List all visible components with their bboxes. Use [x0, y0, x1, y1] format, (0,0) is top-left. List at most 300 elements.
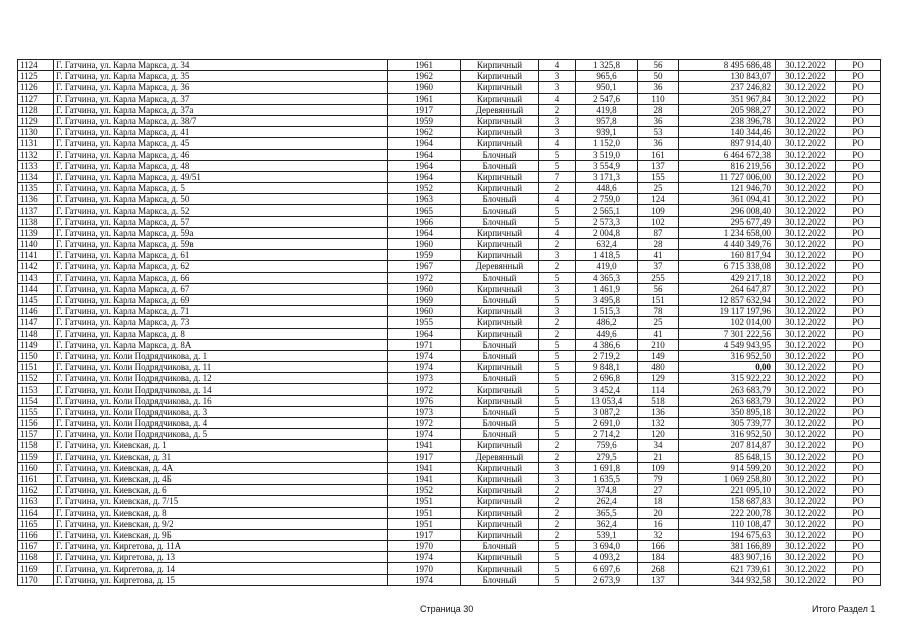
area-cell: 1 635,5: [576, 473, 638, 484]
table-row: [18, 306, 881, 317]
wall-material-cell: Кирпичный: [461, 552, 539, 563]
method-cell: РО: [836, 373, 881, 384]
area-cell: 1 418,5: [576, 250, 638, 261]
wall-material-cell: Блочный: [461, 574, 539, 585]
wall-material-cell: Блочный: [461, 216, 539, 227]
cost-cell: 263 683,79: [679, 395, 776, 406]
year-cell: 1960: [388, 283, 461, 294]
date-cell: 30.12.2022: [776, 205, 836, 216]
floors-cell: 3: [539, 473, 576, 484]
apartments-cell: 27: [638, 485, 679, 496]
address-cell: Г. Гатчина, ул. Карла Маркса, д. 5: [54, 183, 388, 194]
method-cell: РО: [836, 294, 881, 305]
table-row: [18, 373, 881, 384]
row-number-cell: 1148: [18, 328, 54, 339]
table-row: [18, 518, 881, 529]
address-cell: Г. Гатчина, ул. Карла Маркса, д. 67: [54, 283, 388, 294]
floors-cell: 4: [539, 60, 576, 71]
row-number-cell: 1127: [18, 93, 54, 104]
apartments-cell: 53: [638, 127, 679, 138]
floors-cell: 3: [539, 306, 576, 317]
address-cell: Г. Гатчина, ул. Карла Маркса, д. 34: [54, 60, 388, 71]
wall-material-cell: Блочный: [461, 149, 539, 160]
address-cell: Г. Гатчина, ул. Коли Подрядчикова, д. 11: [54, 362, 388, 373]
date-cell: 30.12.2022: [776, 563, 836, 574]
row-number-cell: 1157: [18, 429, 54, 440]
address-cell: Г. Гатчина, ул. Карла Маркса, д. 52: [54, 205, 388, 216]
cost-cell: 816 219,56: [679, 160, 776, 171]
year-cell: 1964: [388, 149, 461, 160]
table-row: [18, 339, 881, 350]
area-cell: 1 152,0: [576, 138, 638, 149]
year-cell: 1951: [388, 507, 461, 518]
year-cell: 1970: [388, 541, 461, 552]
year-cell: 1969: [388, 294, 461, 305]
date-cell: 30.12.2022: [776, 518, 836, 529]
row-number-cell: 1137: [18, 205, 54, 216]
row-number-cell: 1131: [18, 138, 54, 149]
date-cell: 30.12.2022: [776, 82, 836, 93]
table-row: [18, 216, 881, 227]
date-cell: 30.12.2022: [776, 115, 836, 126]
date-cell: 30.12.2022: [776, 350, 836, 361]
cost-cell: 207 814,87: [679, 440, 776, 451]
address-cell: Г. Гатчина, ул. Коли Подрядчикова, д. 14: [54, 384, 388, 395]
wall-material-cell: Блочный: [461, 406, 539, 417]
date-cell: 30.12.2022: [776, 160, 836, 171]
table-row: [18, 529, 881, 540]
cost-cell: 221 095,10: [679, 485, 776, 496]
row-number-cell: 1170: [18, 574, 54, 585]
year-cell: 1973: [388, 406, 461, 417]
date-cell: 30.12.2022: [776, 552, 836, 563]
year-cell: 1960: [388, 239, 461, 250]
area-cell: 419,8: [576, 104, 638, 115]
wall-material-cell: Кирпичный: [461, 529, 539, 540]
floors-cell: 4: [539, 227, 576, 238]
floors-cell: 3: [539, 250, 576, 261]
area-cell: 9 848,1: [576, 362, 638, 373]
area-cell: 3 495,8: [576, 294, 638, 305]
method-cell: РО: [836, 216, 881, 227]
method-cell: РО: [836, 205, 881, 216]
wall-material-cell: Блочный: [461, 541, 539, 552]
date-cell: 30.12.2022: [776, 373, 836, 384]
floors-cell: 5: [539, 339, 576, 350]
year-cell: 1952: [388, 183, 461, 194]
year-cell: 1974: [388, 350, 461, 361]
address-cell: Г. Гатчина, ул. Киевская, д. 31: [54, 451, 388, 462]
area-cell: 2 565,1: [576, 205, 638, 216]
area-cell: 2 547,6: [576, 93, 638, 104]
row-number-cell: 1141: [18, 250, 54, 261]
table-row: [18, 350, 881, 361]
apartments-cell: 151: [638, 294, 679, 305]
area-cell: 4 093,2: [576, 552, 638, 563]
wall-material-cell: Кирпичный: [461, 362, 539, 373]
apartments-cell: 56: [638, 283, 679, 294]
year-cell: 1964: [388, 227, 461, 238]
row-number-cell: 1124: [18, 60, 54, 71]
apartments-cell: 32: [638, 529, 679, 540]
row-number-cell: 1150: [18, 350, 54, 361]
area-cell: 957,8: [576, 115, 638, 126]
floors-cell: 4: [539, 93, 576, 104]
area-cell: 2 714,2: [576, 429, 638, 440]
date-cell: 30.12.2022: [776, 93, 836, 104]
area-cell: 3 519,0: [576, 149, 638, 160]
table-row: [18, 462, 881, 473]
method-cell: РО: [836, 451, 881, 462]
row-number-cell: 1162: [18, 485, 54, 496]
apartments-cell: 129: [638, 373, 679, 384]
wall-material-cell: Блочный: [461, 373, 539, 384]
wall-material-cell: Кирпичный: [461, 82, 539, 93]
address-cell: Г. Гатчина, ул. Киргетова, д. 11А: [54, 541, 388, 552]
row-number-cell: 1125: [18, 71, 54, 82]
row-number-cell: 1130: [18, 127, 54, 138]
wall-material-cell: Кирпичный: [461, 440, 539, 451]
area-cell: 3 554,9: [576, 160, 638, 171]
method-cell: РО: [836, 563, 881, 574]
method-cell: РО: [836, 160, 881, 171]
floors-cell: 5: [539, 552, 576, 563]
cost-cell: 351 967,84: [679, 93, 776, 104]
floors-cell: 2: [539, 485, 576, 496]
area-cell: 939,1: [576, 127, 638, 138]
date-cell: 30.12.2022: [776, 440, 836, 451]
wall-material-cell: Блочный: [461, 294, 539, 305]
floors-cell: 3: [539, 462, 576, 473]
wall-material-cell: Кирпичный: [461, 462, 539, 473]
area-cell: 486,2: [576, 317, 638, 328]
method-cell: РО: [836, 138, 881, 149]
table-row: [18, 552, 881, 563]
apartments-cell: 16: [638, 518, 679, 529]
table-row: [18, 115, 881, 126]
apartments-cell: 137: [638, 574, 679, 585]
apartments-cell: 155: [638, 171, 679, 182]
year-cell: 1951: [388, 518, 461, 529]
floors-cell: 5: [539, 541, 576, 552]
wall-material-cell: Кирпичный: [461, 71, 539, 82]
row-number-cell: 1156: [18, 418, 54, 429]
row-number-cell: 1167: [18, 541, 54, 552]
wall-material-cell: Кирпичный: [461, 507, 539, 518]
date-cell: 30.12.2022: [776, 104, 836, 115]
area-cell: 3 087,2: [576, 406, 638, 417]
date-cell: 30.12.2022: [776, 362, 836, 373]
date-cell: 30.12.2022: [776, 194, 836, 205]
method-cell: РО: [836, 283, 881, 294]
address-cell: Г. Гатчина, ул. Киевская, д. 6: [54, 485, 388, 496]
area-cell: 419,0: [576, 261, 638, 272]
apartments-cell: 161: [638, 149, 679, 160]
year-cell: 1955: [388, 317, 461, 328]
wall-material-cell: Кирпичный: [461, 563, 539, 574]
floors-cell: 4: [539, 194, 576, 205]
row-number-cell: 1133: [18, 160, 54, 171]
area-cell: 449,6: [576, 328, 638, 339]
table-row: [18, 261, 881, 272]
date-cell: 30.12.2022: [776, 541, 836, 552]
method-cell: РО: [836, 462, 881, 473]
address-cell: Г. Гатчина, ул. Карла Маркса, д. 37а: [54, 104, 388, 115]
address-cell: Г. Гатчина, ул. Карла Маркса, д. 61: [54, 250, 388, 261]
date-cell: 30.12.2022: [776, 451, 836, 462]
year-cell: 1917: [388, 104, 461, 115]
apartments-cell: 20: [638, 507, 679, 518]
floors-cell: 5: [539, 563, 576, 574]
area-cell: 2 004,8: [576, 227, 638, 238]
method-cell: РО: [836, 227, 881, 238]
apartments-cell: 78: [638, 306, 679, 317]
row-number-cell: 1134: [18, 171, 54, 182]
year-cell: 1959: [388, 250, 461, 261]
apartments-cell: 37: [638, 261, 679, 272]
date-cell: 30.12.2022: [776, 384, 836, 395]
cost-cell: 8 495 686,48: [679, 60, 776, 71]
apartments-cell: 87: [638, 227, 679, 238]
wall-material-cell: Деревянный: [461, 261, 539, 272]
table-row: [18, 473, 881, 484]
area-cell: 2 573,3: [576, 216, 638, 227]
row-number-cell: 1159: [18, 451, 54, 462]
area-cell: 1 461,9: [576, 283, 638, 294]
cost-cell: 4 440 349,76: [679, 239, 776, 250]
cost-cell: 263 683,79: [679, 384, 776, 395]
year-cell: 1962: [388, 127, 461, 138]
table-row: [18, 451, 881, 462]
cost-cell: 6 715 338,08: [679, 261, 776, 272]
floors-cell: 2: [539, 440, 576, 451]
row-number-cell: 1132: [18, 149, 54, 160]
floors-cell: 5: [539, 216, 576, 227]
cost-cell: 238 396,78: [679, 115, 776, 126]
table-row: [18, 250, 881, 261]
date-cell: 30.12.2022: [776, 529, 836, 540]
cost-cell: 4 549 943,95: [679, 339, 776, 350]
cost-cell: 1 069 258,80: [679, 473, 776, 484]
area-cell: 1 691,8: [576, 462, 638, 473]
table-row: [18, 406, 881, 417]
year-cell: 1961: [388, 93, 461, 104]
floors-cell: 2: [539, 239, 576, 250]
address-cell: Г. Гатчина, ул. Карла Маркса, д. 66: [54, 272, 388, 283]
method-cell: РО: [836, 93, 881, 104]
method-cell: РО: [836, 272, 881, 283]
cost-cell: 316 952,50: [679, 350, 776, 361]
table-row: [18, 171, 881, 182]
cost-cell: 621 739,61: [679, 563, 776, 574]
cost-cell: 11 727 006,00: [679, 171, 776, 182]
address-cell: Г. Гатчина, ул. Карла Маркса, д. 35: [54, 71, 388, 82]
floors-cell: 2: [539, 451, 576, 462]
row-number-cell: 1136: [18, 194, 54, 205]
area-cell: 2 719,2: [576, 350, 638, 361]
floors-cell: 5: [539, 429, 576, 440]
floors-cell: 5: [539, 362, 576, 373]
method-cell: РО: [836, 395, 881, 406]
year-cell: 1917: [388, 451, 461, 462]
row-number-cell: 1138: [18, 216, 54, 227]
table-row: [18, 104, 881, 115]
apartments-cell: 25: [638, 183, 679, 194]
table-row: [18, 429, 881, 440]
area-cell: 2 691,0: [576, 418, 638, 429]
cost-cell: 914 599,20: [679, 462, 776, 473]
floors-cell: 5: [539, 418, 576, 429]
method-cell: РО: [836, 250, 881, 261]
method-cell: РО: [836, 104, 881, 115]
table-row: [18, 362, 881, 373]
row-number-cell: 1144: [18, 283, 54, 294]
cost-cell: 19 117 197,96: [679, 306, 776, 317]
address-cell: Г. Гатчина, ул. Карла Маркса, д. 41: [54, 127, 388, 138]
wall-material-cell: Кирпичный: [461, 138, 539, 149]
cost-cell: 305 739,77: [679, 418, 776, 429]
method-cell: РО: [836, 552, 881, 563]
area-cell: 6 697,6: [576, 563, 638, 574]
method-cell: РО: [836, 71, 881, 82]
table-row: [18, 328, 881, 339]
method-cell: РО: [836, 440, 881, 451]
table-row: [18, 395, 881, 406]
address-cell: Г. Гатчина, ул. Коли Подрядчикова, д. 5: [54, 429, 388, 440]
table-row: [18, 283, 881, 294]
year-cell: 1959: [388, 115, 461, 126]
cost-cell: 140 344,46: [679, 127, 776, 138]
date-cell: 30.12.2022: [776, 406, 836, 417]
floors-cell: 3: [539, 127, 576, 138]
floors-cell: 5: [539, 294, 576, 305]
apartments-cell: 166: [638, 541, 679, 552]
table-row: [18, 160, 881, 171]
table-row: [18, 507, 881, 518]
row-number-cell: 1145: [18, 294, 54, 305]
method-cell: РО: [836, 82, 881, 93]
area-cell: 362,4: [576, 518, 638, 529]
method-cell: РО: [836, 306, 881, 317]
cost-cell: 121 946,70: [679, 183, 776, 194]
method-cell: РО: [836, 339, 881, 350]
method-cell: РО: [836, 261, 881, 272]
cost-cell: 1 234 658,00: [679, 227, 776, 238]
address-cell: Г. Гатчина, ул. Карла Маркса, д. 38/7: [54, 115, 388, 126]
date-cell: 30.12.2022: [776, 395, 836, 406]
apartments-cell: 255: [638, 272, 679, 283]
apartments-cell: 268: [638, 563, 679, 574]
year-cell: 1974: [388, 552, 461, 563]
method-cell: РО: [836, 328, 881, 339]
wall-material-cell: Деревянный: [461, 451, 539, 462]
apartments-cell: 149: [638, 350, 679, 361]
wall-material-cell: Кирпичный: [461, 227, 539, 238]
area-cell: 3 452,4: [576, 384, 638, 395]
method-cell: РО: [836, 418, 881, 429]
cost-cell: 483 907,16: [679, 552, 776, 563]
apartments-cell: 36: [638, 82, 679, 93]
method-cell: РО: [836, 183, 881, 194]
cost-cell: 350 895,18: [679, 406, 776, 417]
wall-material-cell: Кирпичный: [461, 60, 539, 71]
date-cell: 30.12.2022: [776, 473, 836, 484]
row-number-cell: 1143: [18, 272, 54, 283]
date-cell: 30.12.2022: [776, 250, 836, 261]
method-cell: РО: [836, 171, 881, 182]
apartments-cell: 41: [638, 250, 679, 261]
apartments-cell: 56: [638, 60, 679, 71]
date-cell: 30.12.2022: [776, 317, 836, 328]
method-cell: РО: [836, 239, 881, 250]
date-cell: 30.12.2022: [776, 216, 836, 227]
method-cell: РО: [836, 518, 881, 529]
year-cell: 1967: [388, 261, 461, 272]
row-number-cell: 1140: [18, 239, 54, 250]
address-cell: Г. Гатчина, ул. Карла Маркса, д. 49/51: [54, 171, 388, 182]
year-cell: 1974: [388, 362, 461, 373]
method-cell: РО: [836, 541, 881, 552]
floors-cell: 5: [539, 272, 576, 283]
address-cell: Г. Гатчина, ул. Карла Маркса, д. 71: [54, 306, 388, 317]
apartments-cell: 18: [638, 496, 679, 507]
cost-cell: 194 675,63: [679, 529, 776, 540]
cost-cell: 102 014,00: [679, 317, 776, 328]
method-cell: РО: [836, 149, 881, 160]
wall-material-cell: Кирпичный: [461, 328, 539, 339]
wall-material-cell: Кирпичный: [461, 93, 539, 104]
floors-cell: 5: [539, 384, 576, 395]
apartments-cell: 109: [638, 462, 679, 473]
area-cell: 539,1: [576, 529, 638, 540]
area-cell: 13 053,4: [576, 395, 638, 406]
table-body: [18, 60, 881, 586]
address-cell: Г. Гатчина, ул. Киевская, д. 1: [54, 440, 388, 451]
table-row: [18, 239, 881, 250]
table-row: [18, 71, 881, 82]
cost-cell: 361 094,41: [679, 194, 776, 205]
table-row: [18, 127, 881, 138]
wall-material-cell: Блочный: [461, 350, 539, 361]
date-cell: 30.12.2022: [776, 138, 836, 149]
year-cell: 1965: [388, 205, 461, 216]
floors-cell: 3: [539, 71, 576, 82]
area-cell: 1 515,3: [576, 306, 638, 317]
wall-material-cell: Кирпичный: [461, 283, 539, 294]
apartments-cell: 36: [638, 115, 679, 126]
wall-material-cell: Блочный: [461, 418, 539, 429]
wall-material-cell: Блочный: [461, 205, 539, 216]
floors-cell: 2: [539, 261, 576, 272]
area-cell: 2 673,9: [576, 574, 638, 585]
table-row: [18, 574, 881, 585]
floors-cell: 5: [539, 406, 576, 417]
address-cell: Г. Гатчина, ул. Коли Подрядчикова, д. 16: [54, 395, 388, 406]
apartments-cell: 34: [638, 440, 679, 451]
date-cell: 30.12.2022: [776, 272, 836, 283]
wall-material-cell: Кирпичный: [461, 496, 539, 507]
date-cell: 30.12.2022: [776, 171, 836, 182]
apartments-cell: 120: [638, 429, 679, 440]
housing-registry-table: [17, 59, 881, 586]
address-cell: Г. Гатчина, ул. Карла Маркса, д. 8: [54, 328, 388, 339]
year-cell: 1962: [388, 71, 461, 82]
area-cell: 965,6: [576, 71, 638, 82]
cost-cell: 264 647,87: [679, 283, 776, 294]
row-number-cell: 1129: [18, 115, 54, 126]
row-number-cell: 1126: [18, 82, 54, 93]
row-number-cell: 1135: [18, 183, 54, 194]
